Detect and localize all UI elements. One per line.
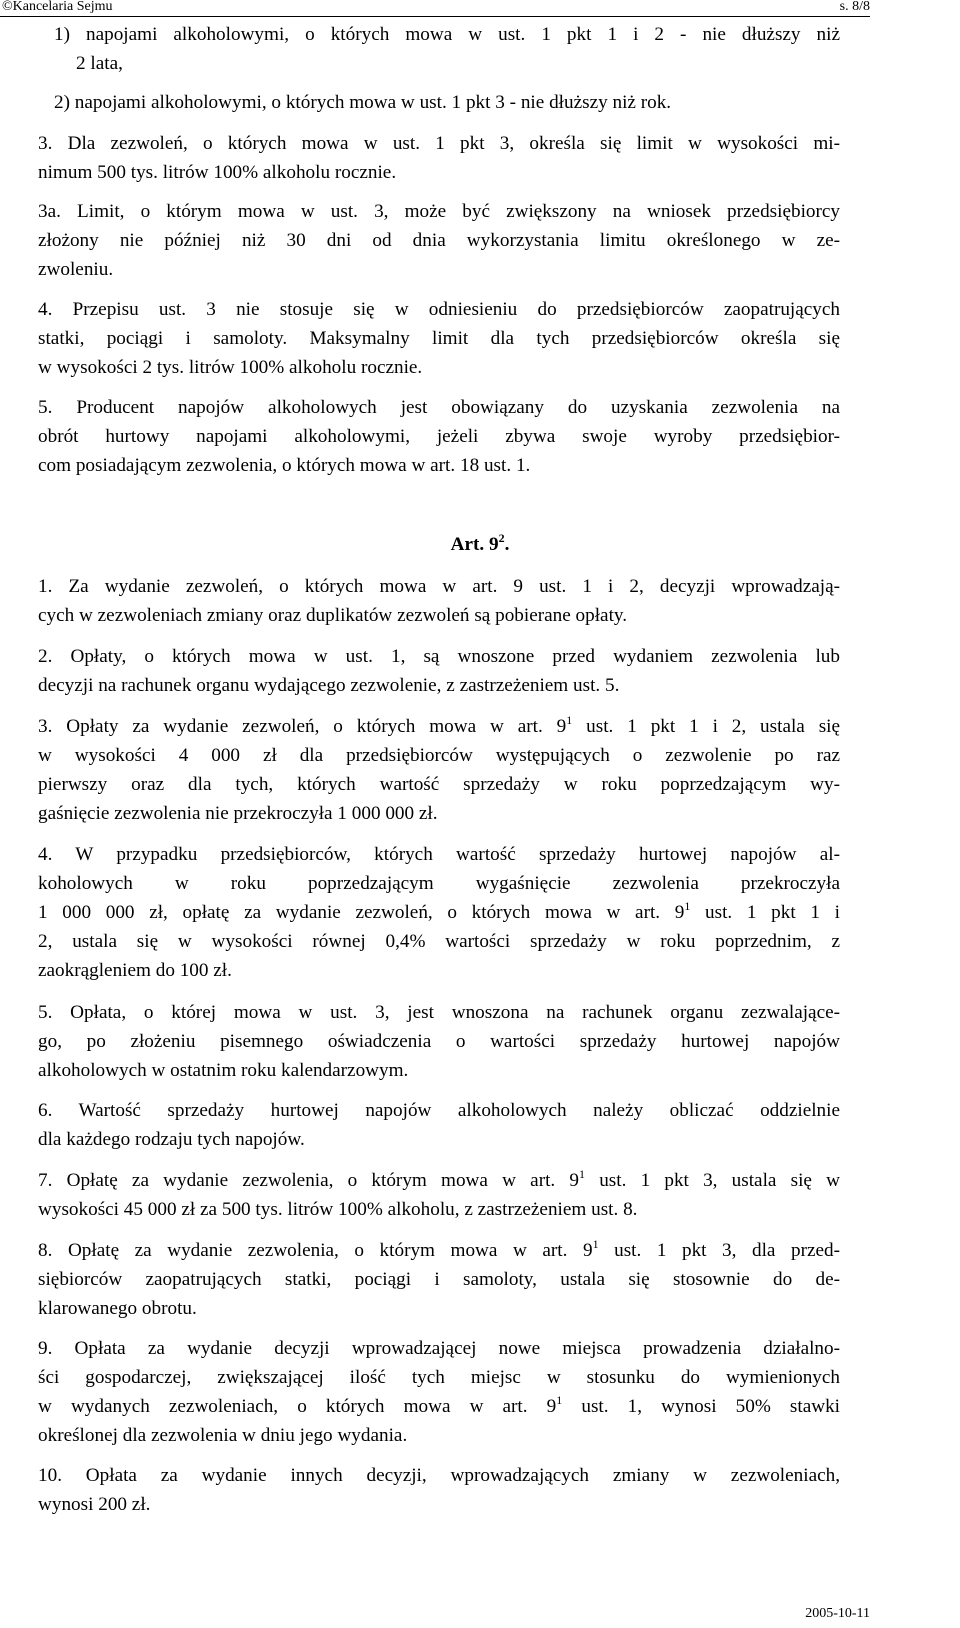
section-3: 3. Opłaty za wydanie zezwoleń, o których mowa w art. $9^1$ ust. 1 pkt 1 i 2, ustala się w wysokości 4 000 zł dla przedsiębiorców występujących o zezwolenie po raz pierwszy oraz dla tych, których wartość sprzedaży w roku poprzedzającym wy- gaśnięcie zezwolenia nie przekroczyła 1 000 000 zł. xyxy=(38,712,841,824)
section-1: 1. Za wydanie zezwoleń, o których mowa w art. 9 ust. 1 i 2, decyzji wprowadzają- cych w zezwoleniach zmiany oraz duplikatów zezwoleń są pobierane opłaty. xyxy=(38,576,840,626)
section-10: 10. Opłata za wydanie innych decyzji, wprowadzających zmiany w zezwoleniach, wynosi 200 zł. xyxy=(38,1465,840,1515)
paragraph-3: 3. Dla zezwoleń, o których mowa w ust. 1 pkt 3, określa się limit w wysokości mi- nimum 500 tys. litrów 100% alkoholu rocznie. xyxy=(38,133,840,183)
section-7: 7. Opłatę za wydanie zezwolenia, o którym mowa w art. $9^1$ ust. 1 pkt 3, ustala się w wysokości 45 000 zł za 500 tys. litrów 100% alkoholu, z zastrzeżeniem ust. 8. xyxy=(38,1166,840,1220)
page-header xyxy=(0,0,870,17)
header-copyright: ©Kancelaria Sejmu xyxy=(2,0,113,14)
paragraph-4: 4. Przepisu ust. 3 nie stosuje się w odniesieniu do przedsiębiorców zaopatrujących statki, pociągi i samoloty. Maksymalny limit dla tych przedsiębiorców określa się w wysokości 2 tys. litrów 100% alkoholu rocznie. xyxy=(38,299,840,378)
list-item-1: 1) napojami alkoholowymi, o których mowa w ust. 1 pkt 1 i 2 - nie dłuższy niż 2 lata, xyxy=(54,24,840,74)
section-6: 6. Wartość sprzedaży hurtowej napojów alkoholowych należy obliczać oddzielnie dla każdego rodzaju tych napojów. xyxy=(38,1100,840,1150)
article-title: Art. $9^2$. xyxy=(450,530,510,555)
paragraph-5: 5. Producent napojów alkoholowych jest obowiązany do uzyskania zezwolenia na obrót hurtowy napojami alkoholowymi, jeżeli zbywa swoje wyroby przedsiębior- com posiadającym zezwolenia, o których mowa w art. 18 ust. 1. xyxy=(38,397,840,476)
section-9: 9. Opłata za wydanie decyzji wprowadzającej nowe miejsca prowadzenia działalno- ści gospodarczej, zwiększającej ilość tych miejsc w stosunku do wymienionych w wydanych zezwoleniach, o których mowa w art. $9^1$ ust. 1, wynosi 50% stawki określonej dla zezwolenia w dniu jego wydania. xyxy=(38,1338,840,1446)
section-8: 8. Opłatę za wydanie zezwolenia, o którym mowa w art. $9^1$ ust. 1 pkt 3, dla przed- siębiorców zaopatrujących statki, pociągi i samoloty, ustala się stosownie do de- klarowanego obrotu. xyxy=(38,1236,840,1319)
article-superscript: 2 xyxy=(498,530,505,545)
header-page-number: s. 8/8 xyxy=(839,0,870,14)
paragraph-3a: 3a. Limit, o którym mowa w ust. 3, może być zwiększony na wniosek przedsiębiorcy złożony nie później niż 30 dni od dnia wykorzystania limitu określonego w ze- zwoleniu. xyxy=(38,201,840,280)
section-4: 4. W przypadku przedsiębiorców, których wartość sprzedaży hurtowej napojów al- koholowych w roku poprzedzającym wygaśnięcie zezwolenia przekroczyła 1 000 000 zł, opłatę za wydanie zezwoleń, o których mowa w art. $9^1$ ust. 1 pkt 1 i 2, ustala się w wysokości równej 0,4% wartości sprzedaży w roku poprzednim, z zaokrągleniem do 100 zł. xyxy=(38,844,840,981)
list-item-2: 2) napojami alkoholowymi, o których mowa w ust. 1 pkt 3 - nie dłuższy niż rok. xyxy=(54,92,672,113)
section-5: 5. Opłata, o której mowa w ust. 3, jest wnoszona na rachunek organu zezwalające- go, po złożeniu pisemnego oświadczenia o wartości sprzedaży hurtowej napojów alkoholowych w ostatnim roku kalendarzowym. xyxy=(38,1002,840,1081)
page-footer-date: 2005-10-11 xyxy=(805,1606,870,1621)
section-2: 2. Opłaty, o których mowa w ust. 1, są wnoszone przed wydaniem zezwolenia lub decyzji na rachunek organu wydającego zezwolenie, z zastrzeżeniem ust. 5. xyxy=(38,646,840,696)
